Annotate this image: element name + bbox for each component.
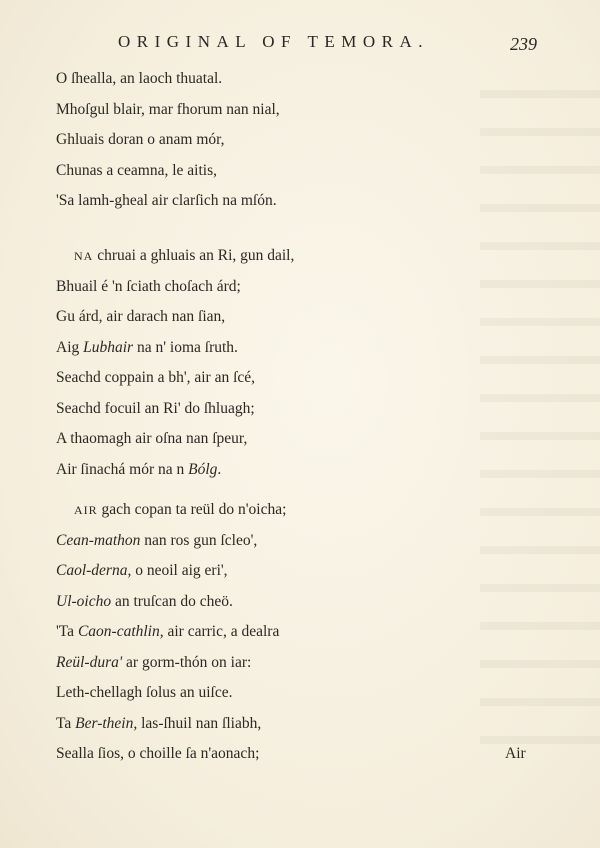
italic-name: Lubhair [83,338,134,356]
verse-line: Seachd focuil an Ri' do ſhluagh; [56,399,255,417]
running-title: ORIGINAL OF TEMORA. [118,32,429,51]
verse-line [56,617,536,648]
line-text: Air ſinachá mór na n [56,460,189,478]
line-text: ar gorm-thón on iar: [122,653,252,671]
verse-line: Gu árd, air darach nan ſian, [56,308,226,325]
italic-name: Bólg [188,460,218,478]
line-text: las-ſhuil nan ſliabh, [137,714,262,732]
line-text: nan ros gun ſcleo', [140,531,258,549]
verse-line [56,556,536,587]
italic-name: Cean-mathon [56,531,141,549]
verse-line [56,495,536,526]
verse-line: Ghluais doran o anam mór, [56,131,225,148]
stanza-initial: NA [74,249,94,263]
line-text: gach copan ta reül do n'oicha; [97,501,287,518]
line-text: o neoil aig eri', [131,562,228,579]
italic-name: Caon-cathlin, [77,623,164,640]
verse-line [56,587,536,618]
catchword: Air [505,745,526,762]
italic-name: Reül-dura' [56,653,123,671]
line-text: Ta [56,714,76,732]
stanza-initial: AIR [74,503,98,517]
verse-line: A thaomagh air oſna nan ſpeur, [56,430,248,447]
verse-line: O ſhealla, an laoch thuatal. [56,70,223,87]
verse-line [56,241,536,272]
italic-name: Caol-derna, [56,562,132,579]
verse-line: Bhuail é 'n ſciath choſach árd; [56,277,241,295]
verse-line: Seachd coppain a bh', air an ſcé, [56,369,256,386]
verse-line [56,526,536,557]
page-number: 239 [510,34,537,54]
italic-name: Ber-thein, [75,714,138,732]
stanza-3 [56,495,536,770]
verse-line [56,709,536,740]
stanza-2 [56,241,536,485]
line-text: na n' ioma ſruth. [133,338,238,356]
verse-line: Leth-chellagh ſolus an uiſce. [56,684,233,701]
verse-line [56,455,536,486]
line-text: chruai a ghluais an Ri, gun dail, [93,247,295,264]
verse-line: Mhoſgul blair, mar fhorum nan nial, [56,100,280,118]
italic-name: Ul-oicho [56,592,112,610]
verse-line: Chunas a ceamna, le aitis, [56,161,217,179]
stanza-1 [56,64,536,217]
line-text: . [217,460,222,478]
line-text: 'Ta [56,623,78,640]
verse-line: 'Sa lamh-gheal air clarſich na mſón. [56,192,277,209]
line-text: air carric, a dealra [163,623,280,640]
verse-line [56,648,536,679]
line-text: an truſcan do cheö. [111,592,233,610]
line-text: Aig [56,338,84,356]
verse-line: Sealla ſios, o choille ſa n'aonach; [56,745,260,762]
verse-line [56,333,536,364]
page-header [0,30,600,60]
